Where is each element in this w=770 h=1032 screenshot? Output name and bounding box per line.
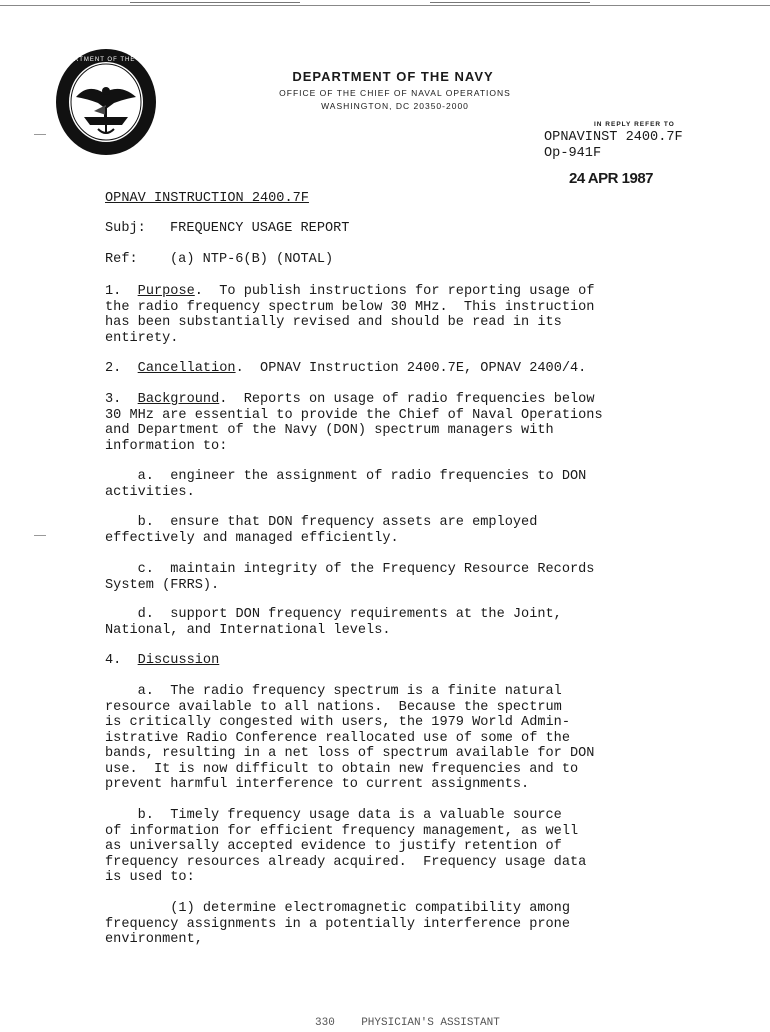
paragraph-line: frequency resources already acquired. Frequency usage data [105, 854, 587, 870]
purpose-paragraph [105, 284, 595, 346]
paragraph-line: d. support DON frequency requirements at the Joint, [105, 607, 562, 622]
section-heading: Cancellation [137, 361, 236, 376]
paragraph-line: as universally accepted evidence to justify retention of [105, 839, 562, 854]
reference-label: Ref: [105, 252, 138, 267]
paragraph-line: effectively and managed efficiently. [105, 530, 399, 546]
paragraph-line: activities. [105, 484, 195, 500]
paragraph-line: a. The radio frequency spectrum is a finite natural [105, 684, 562, 699]
paragraph-line: prevent harmful interference to current assignments. [105, 777, 530, 792]
discussion-para-a [105, 684, 594, 793]
scan-edge-line [0, 5, 770, 6]
paragraph-line: bands, resulting in a net loss of spectrum available for DON [105, 746, 595, 761]
margin-mark [34, 535, 46, 536]
margin-mark [34, 134, 46, 135]
discussion-sub-1 [105, 901, 570, 948]
paragraph-line: and Department of the Navy (DON) spectrum managers with [105, 423, 554, 438]
paragraph-line: National, and International levels. [105, 622, 391, 638]
footer-text: 330 PHYSICIAN'S ASSISTANT [315, 1017, 500, 1029]
paragraph-line: has been substantially revised and should be read in its [105, 315, 562, 330]
paragraph-line: of information for efficient frequency management, as well [105, 823, 579, 839]
paragraph-line: c. maintain integrity of the Frequency Resource Records [105, 562, 595, 577]
background-item-a [105, 469, 586, 500]
section-number: 1. [105, 284, 122, 299]
subject-label: Subj: [105, 221, 146, 236]
subject-text: FREQUENCY USAGE REPORT [170, 221, 350, 236]
paragraph-line: System (FRRS). [105, 577, 220, 593]
paragraph-line: . To publish instructions for reporting usage of [194, 284, 595, 299]
paragraph-line: information to: [105, 438, 228, 454]
cancellation-paragraph [105, 361, 586, 377]
section-heading: Purpose [137, 284, 195, 299]
seal-text: DEPARTMENT OF THE NAVY [54, 57, 158, 63]
paragraph-line: (1) determine electromagnetic compatibility among [105, 901, 570, 916]
paragraph-line: the radio frequency spectrum below 30 MHz. This instruction [105, 299, 595, 315]
paragraph-line: b. ensure that DON frequency assets are employed [105, 515, 538, 530]
section-number: 4. [105, 653, 122, 668]
office-name: OFFICE OF THE CHIEF OF NAVAL OPERATIONS [279, 88, 511, 98]
office-address: WASHINGTON, DC 20350-2000 [321, 101, 469, 111]
department-title: DEPARTMENT OF THE NAVY [292, 69, 494, 84]
paragraph-line: istrative Radio Conference reallocated use of some of the [105, 730, 570, 746]
scan-edge-line [430, 2, 590, 3]
paragraph-line: . OPNAV Instruction 2400.7E, OPNAV 2400/4. [235, 361, 587, 376]
paragraph-line: is critically congested with users, the 1979 World Admin- [105, 715, 570, 730]
reply-label: IN REPLY REFER TO [594, 121, 675, 128]
section-heading: Discussion [137, 653, 220, 668]
paragraph-line: 30 MHz are essential to provide the Chief of Naval Operations [105, 407, 603, 423]
paragraph-line: resource available to all nations. Because the spectrum [105, 699, 562, 715]
section-number: 3. [105, 392, 122, 407]
reference-text: (a) NTP-6(B) (NOTAL) [170, 252, 334, 267]
office-code: Op-941F [544, 146, 602, 161]
paragraph-line: . Reports on usage of radio frequencies below [219, 392, 595, 407]
section-number: 2. [105, 361, 122, 376]
instruction-number: OPNAVINST 2400.7F [544, 130, 683, 145]
paragraph-line: entirety. [105, 330, 179, 346]
background-item-b [105, 515, 537, 546]
paragraph-line: b. Timely frequency usage data is a valuable source [105, 808, 562, 823]
paragraph-line: is used to: [105, 870, 195, 885]
discussion-heading [105, 653, 219, 669]
background-item-c [105, 562, 594, 593]
background-paragraph [105, 392, 603, 454]
instruction-title: OPNAV INSTRUCTION 2400.7F [105, 191, 309, 206]
scan-edge-line [130, 2, 300, 3]
background-item-d [105, 607, 562, 638]
paragraph-line: environment, [105, 932, 203, 947]
paragraph-line: use. It is now difficult to obtain new frequencies and to [105, 761, 579, 777]
paragraph-line: a. engineer the assignment of radio frequencies to DON [105, 469, 587, 484]
date-stamp: 24 APR 1987 [569, 170, 654, 187]
discussion-para-b [105, 808, 586, 886]
section-heading: Background [137, 392, 220, 407]
paragraph-line: frequency assignments in a potentially interference prone [105, 916, 570, 932]
